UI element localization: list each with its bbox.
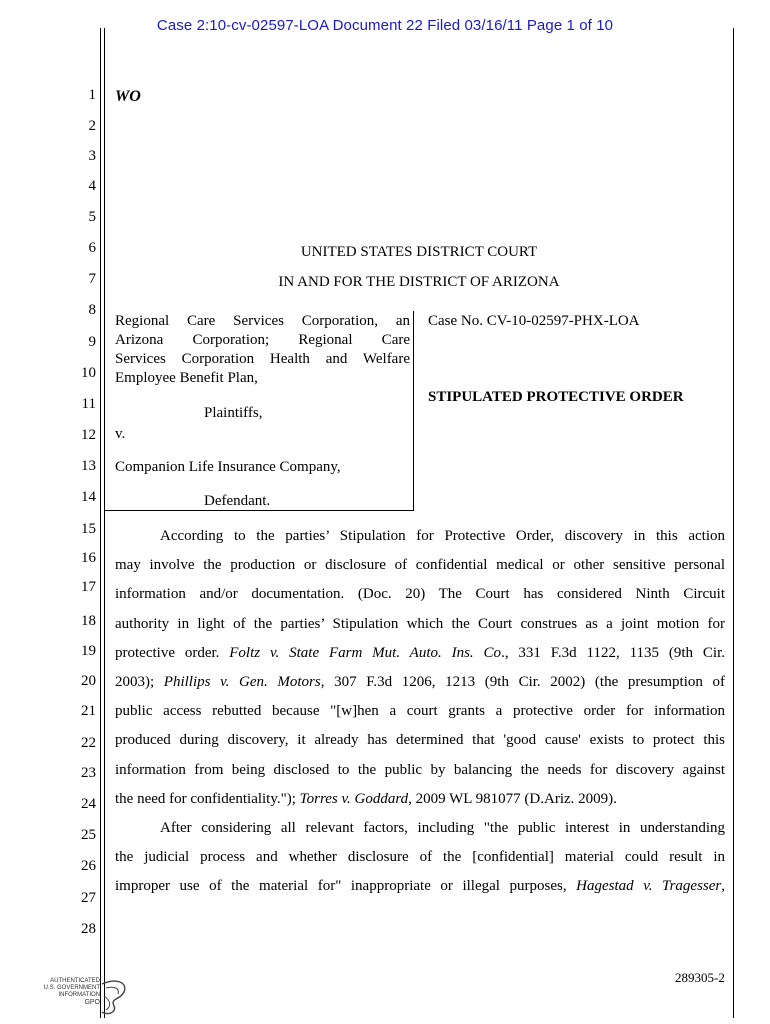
line-number: 23 [81,765,96,781]
left-margin-rule-outer [100,28,101,1018]
body-line: the judicial process and whether disclosure of the [confidential] material could result in [115,849,725,866]
filing-header-stamp: Case 2:10-cv-02597-LOA Document 22 Filed 03/16/11 Page 1 of 10 [156,17,614,34]
line-number: 5 [88,209,96,225]
case-citation: Foltz v. State Farm Mut. Auto. Ins. Co [229,644,502,661]
plaintiffs-label: Plaintiffs, [204,405,263,421]
line-number: 19 [81,643,96,659]
seal-line: U.S. GOVERNMENT [43,985,100,991]
body-line: authority in light of the parties’ Stipulation which the Court construes as a joint motion for [115,615,725,632]
case-citation: Phillips v. Gen. Motors [163,673,321,690]
line-number: 1 [88,87,96,103]
case-citation: Torres v. Goddard [299,790,409,807]
line-number: 24 [81,796,96,812]
line-number: 17 [81,579,96,595]
line-number: 28 [81,921,96,937]
right-margin-rule [733,28,734,1018]
citation-suffix: ., 331 F.3d 1122, 1135 (9th Cir. [501,644,726,661]
body-line [115,668,725,697]
court-district: IN AND FOR THE DISTRICT OF ARIZONA [278,274,560,290]
body-line [115,639,725,668]
gpo-authentication-seal [32,976,132,1018]
line-number: 9 [88,334,96,350]
line-number: 26 [81,858,96,874]
citation-prefix: improper use of the material for" inappropriate or illegal purposes, [115,878,577,895]
document-title: STIPULATED PROTECTIVE ORDER [428,389,684,405]
line-number: 18 [81,613,96,629]
caption-box-right-border [413,311,414,510]
line-number: 14 [81,489,96,505]
wo-mark: WO [115,88,141,105]
line-number: 22 [81,735,96,751]
line-number: 7 [88,271,96,287]
plaintiff-line: Services Corporation Health and Welfare [115,351,410,367]
footer-document-number: 289305-2 [675,970,725,985]
plaintiff-line: Employee Benefit Plan, [115,370,258,386]
line-number: 27 [81,890,96,906]
citation-suffix: , 307 F.3d 1206, 1213 (9th Cir. 2002) (the presumption of [320,673,725,690]
line-number: 11 [81,396,96,412]
caption-parties [115,312,410,388]
body-line: public access rebutted because "[w]hen a court grants a protective order for information [115,703,725,720]
line-number: 6 [88,240,96,256]
seal-line: AUTHENTICATED [50,978,100,984]
line-number: 10 [81,365,96,381]
body-line: may involve the production or disclosure of confidential medical or other sensitive personal [115,557,725,574]
case-citation: Hagestad v. Tragesser [576,878,722,895]
line-number: 16 [81,550,96,566]
citation-suffix: , [721,878,725,895]
body-paragraph-1 [115,522,725,814]
body-line [115,785,725,814]
body-line: information from being disclosed to the public by balancing the needs for discovery against [115,761,725,778]
caption-box-bottom-border [105,510,414,511]
line-number: 4 [88,178,96,194]
body-line: After considering all relevant factors, including "the public interest in understanding [160,820,725,836]
body-line [115,872,725,901]
defendant-name: Companion Life Insurance Company, [115,459,341,475]
body-paragraph-2 [115,814,725,902]
court-name: UNITED STATES DISTRICT COURT [300,244,538,260]
citation-prefix: the need for confidentiality."); [115,790,300,807]
body-line: produced during discovery, it already has determined that 'good cause' exists to protect this [115,732,725,749]
defendant-label: Defendant. [204,493,271,509]
line-number: 15 [81,521,96,537]
seal-line: GPO [84,999,100,1006]
line-number: 12 [81,427,96,443]
seal-text [32,978,100,1006]
body-line: information and/or documentation. (Doc. 20) The Court has considered Ninth Circuit [115,586,725,603]
citation-prefix: 2003); [115,673,164,690]
line-number: 20 [81,673,96,689]
versus: v. [115,426,126,442]
line-number: 21 [81,703,96,719]
line-number: 3 [88,148,96,164]
citation-prefix: protective order. [115,644,230,661]
plaintiff-line: Arizona Corporation; Regional Care [115,332,410,348]
plaintiff-line: Regional Care Services Corporation, an [115,313,410,329]
line-number: 25 [81,827,96,843]
seal-line: INFORMATION [58,992,100,998]
case-number: Case No. CV-10-02597-PHX-LOA [428,313,640,329]
line-number: 13 [81,458,96,474]
line-number: 8 [88,302,96,318]
body-line: According to the parties’ Stipulation for Protective Order, discovery in this action [160,528,725,544]
left-margin-rule-inner [104,28,105,1018]
citation-suffix: , 2009 WL 981077 (D.Ariz. 2009). [408,790,617,807]
line-number: 2 [88,118,96,134]
